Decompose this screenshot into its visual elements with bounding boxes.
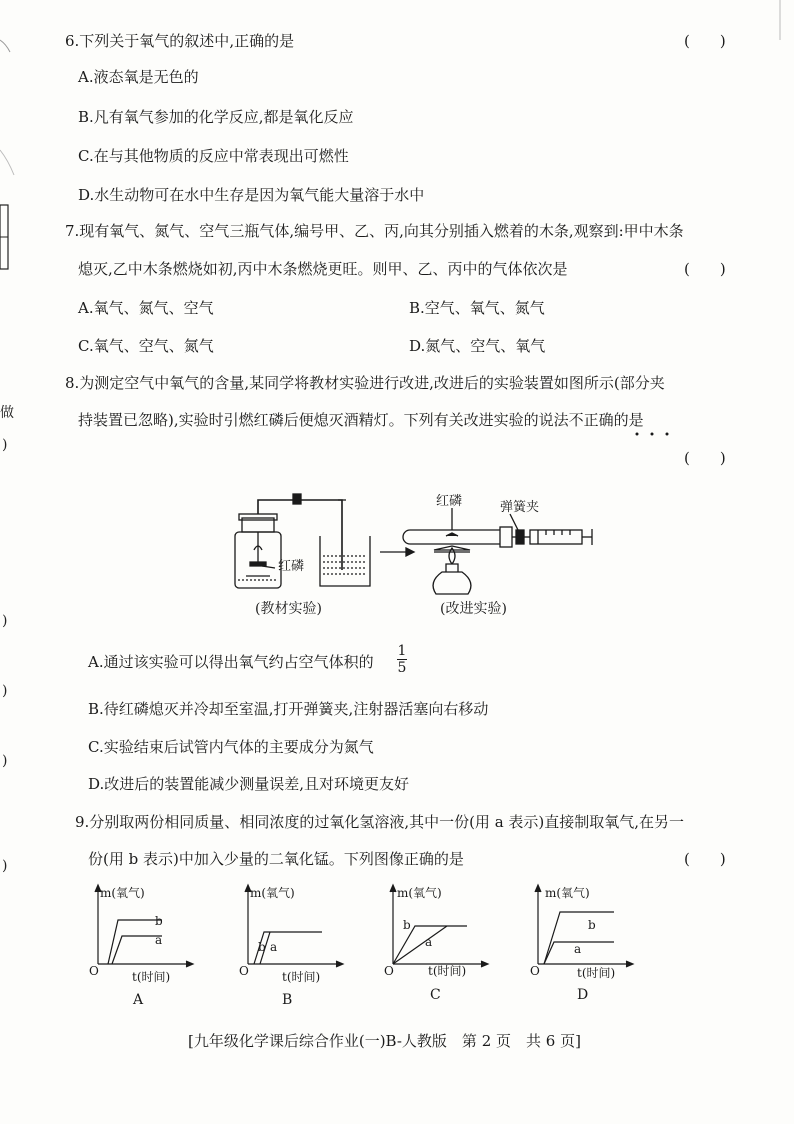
graph-a-origin: O: [89, 964, 99, 978]
q6-option-b[interactable]: B.凡有氧气参加的化学反应,都是氧化反应: [78, 108, 354, 126]
q9-stem-line2: 份(用 b 表示)中加入少量的二氧化锰。下列图像正确的是: [88, 850, 464, 868]
graph-c-xlabel: t(时间): [428, 964, 467, 978]
q7-option-c[interactable]: C.氧气、空气、氮气: [78, 337, 214, 355]
graph-c-label[interactable]: C: [430, 987, 441, 1003]
graph-a-series-a: a: [155, 933, 163, 947]
graph-c-series-a: a: [425, 935, 433, 949]
q6-stem: 6.下列关于氧气的叙述中,正确的是: [65, 32, 295, 50]
graph-d-series-a: a: [574, 942, 582, 956]
page-footer: [九年级化学课后综合作业(一)B-人教版 第 2 页 共 6 页]: [188, 1032, 581, 1050]
improved-apparatus: [403, 508, 592, 594]
q6-option-d[interactable]: D.水生动物可在水中生存是因为氧气能大量溶于水中: [78, 186, 425, 204]
graph-a-series-b: b: [155, 914, 163, 928]
q7-stem-line2: 熄灭,乙中木条燃烧如初,丙中木条燃烧更旺。则甲、乙、丙中的气体依次是: [78, 260, 568, 278]
graph-a-label[interactable]: A: [133, 992, 144, 1008]
q8-option-c[interactable]: C.实验结束后试管内气体的主要成分为氮气: [88, 738, 374, 756]
margin-mark-2: ): [2, 437, 8, 453]
q8-option-a[interactable]: A.通过该实验可以得出氧气约占空气体积的: [88, 653, 374, 671]
graph-b-label[interactable]: B: [282, 992, 293, 1008]
margin-mark-6: ): [2, 858, 8, 874]
q7-option-d[interactable]: D.氮气、空气、氧气: [409, 337, 546, 355]
margin-mark-1: 做: [0, 405, 14, 421]
graph-a-xlabel: t(时间): [132, 970, 171, 984]
graph-b-xlabel: t(时间): [282, 970, 321, 984]
margin-mark-4: ): [2, 683, 8, 699]
q8-option-b[interactable]: B.待红磷熄灭并冷却至室温,打开弹簧夹,注射器活塞向右移动: [88, 700, 489, 718]
emphasis-dots: [630, 430, 675, 438]
graph-d-xlabel: t(时间): [577, 966, 616, 980]
q7-answer-paren[interactable]: ( ): [684, 260, 726, 278]
margin-mark-3: ): [2, 613, 8, 629]
graph-c-series-b: b: [403, 918, 411, 932]
caption-textbook-experiment: (教材实验): [255, 601, 322, 617]
q8-option-d[interactable]: D.改进后的装置能减少测量误差,且对环境更友好: [88, 775, 410, 793]
red-phosphorus-label-left: 红磷: [278, 559, 305, 574]
graph-d-ylabel: m(氧气): [545, 886, 590, 900]
graph-c-origin: O: [384, 964, 394, 978]
graph-a-ylabel: m(氧气): [100, 886, 145, 900]
graph-d-origin: O: [530, 964, 540, 978]
graph-b-series-a: a: [270, 940, 278, 954]
q7-stem-line1: 7.现有氧气、氮气、空气三瓶气体,编号甲、乙、丙,向其分别插入燃着的木条,观察到:甲中木条: [65, 222, 684, 240]
fraction-denominator: 5: [397, 660, 407, 676]
graph-b-origin: O: [239, 964, 249, 978]
q8-answer-paren[interactable]: ( ): [684, 449, 726, 467]
arrow-icon: [380, 548, 414, 556]
q8-stem-line2: 持装置已忽略),实验时引燃红磷后便熄灭酒精灯。下列有关改进实验的说法不正确的是: [78, 411, 644, 429]
graph-b-ylabel: m(氧气): [250, 886, 295, 900]
spring-clip-label: 弹簧夹: [500, 500, 540, 515]
q8-stem-line1: 8.为测定空气中氧气的含量,某同学将教材实验进行改进,改进后的实验装置如图所示(部分夹: [65, 374, 665, 392]
graph-d-label[interactable]: D: [577, 987, 589, 1003]
q9-stem-line1: 9.分别取两份相同质量、相同浓度的过氧化氢溶液,其中一份(用 a 表示)直接制取氧气,在另一: [75, 813, 685, 831]
graph-b-series-b: b: [258, 940, 266, 954]
caption-improved-experiment: (改进实验): [440, 601, 507, 617]
graph-c-ylabel: m(氧气): [397, 886, 442, 900]
fraction-one-fifth: [395, 643, 409, 676]
q6-option-c[interactable]: C.在与其他物质的反应中常表现出可燃性: [78, 147, 349, 165]
fraction-numerator: 1: [397, 643, 407, 659]
red-phosphorus-label-right: 红磷: [436, 494, 463, 509]
q7-option-b[interactable]: B.空气、氧气、氮气: [409, 299, 545, 317]
q9-answer-paren[interactable]: ( ): [684, 850, 726, 868]
graph-d-series-b: b: [588, 918, 596, 932]
q6-option-a[interactable]: A.液态氧是无色的: [78, 68, 199, 86]
q6-answer-paren[interactable]: ( ): [684, 32, 726, 50]
q8-apparatus-figure: [220, 480, 620, 600]
margin-mark-5: ): [2, 753, 8, 769]
q7-option-a[interactable]: A.氧气、氮气、空气: [78, 299, 214, 317]
